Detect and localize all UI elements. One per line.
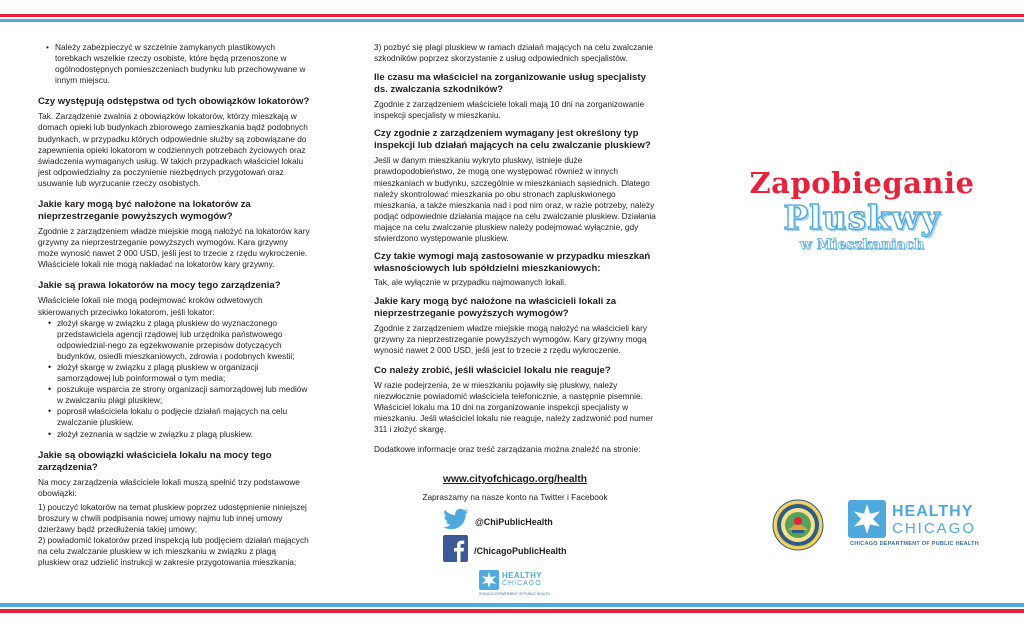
top-blue-stripe — [0, 19, 1024, 22]
question-exemptions: Czy występują odstępstwa od tych obowiązków lokatorów? — [38, 96, 310, 108]
city-of-chicago-seal-icon — [772, 499, 824, 556]
answer-landlord-duties: Na mocy zarządzenia właściciele lokali muszą spełnić trzy podstawowe obowiązki: — [38, 476, 300, 498]
list-item: • poszukuje wsparcia ze strony organizacji samorządowej lub mediów w zwalczaniu plagi pluskiew; — [48, 384, 310, 406]
intro-bullet: • Należy zabezpieczyć w szczelnie zamykanych plastikowych torebkach wszelkie rzeczy osobiste, które będą przenoszone w ogólnodostępnych pomieszczeniach budynku lub przechowywane w innym miejscu. — [38, 42, 310, 86]
answer-exemptions: Tak. Zarządzenie zwalnia z obowiązków lokatorów, którzy mieszkają w domach opieki lub budynkach zbiorowego zamieszkania bądź podobnych budynkach, w przypadku których odpowiednie służby są zobowiązane do zapewnienia opieki lokatorom w codziennych potrzebach życiowych oraz świadczenia wymaganych usług. W takich przypadkach właściciel lokalu jest odpowiedzialny za poczynienie niezbędnych przygotowań oraz usuwanie lub wyrzucanie rzeczy osobistych. — [38, 111, 308, 188]
logo-name-1: HEALTHY — [892, 503, 974, 520]
bottom-blue-stripe — [0, 603, 1024, 607]
answer-time-limit: Zgodnie z zarządzeniem właściciele lokali mają 10 dni na zorganizowanie inspekcji specjalisty w mieszkaniu. — [374, 99, 645, 121]
question-landlord-duties: Jakie są obowiązki właściciela lokalu na mocy tego zarządzenia? — [38, 449, 272, 473]
facebook-handle: /ChicagoPublicHealth — [474, 546, 567, 556]
title-line-2: Pluskwy — [783, 198, 941, 237]
bottom-red-stripe — [0, 609, 1024, 613]
facebook-f-icon — [443, 535, 468, 567]
duty-3: 3) pozbyć się plagi pluskiew w ramach działań mających na celu zwalczanie szkodników poprzez skorzystanie z usług odpowiednich specjalistów. — [374, 42, 653, 64]
list-item: • złożył zeznania w sądzie w związku z plagą pluskiew. — [48, 429, 310, 440]
twitter-handle: @ChiPublicHealth — [475, 516, 553, 527]
list-item: • złożył skargę w związku z plagą pluskiew do wyznaczonego przedstawiciela agencji rządowej lub urzędnika państwowego odpowiedzial-nego za egzekwowanie przepisów dotyczących budynków, osiedli mieszkaniowych, zdrowia i podobnych kwestii; — [48, 318, 310, 362]
follow-us-text: Zapraszamy na nasze konto na Twitter i Facebook — [422, 492, 608, 502]
logo-name-2: CHICAGO — [892, 520, 977, 537]
answer-unresponsive-landlord: W razie podejrzenia, że w mieszkaniu pojawiły się pluskwy, należy niezwłocznie powiadomić właściciela telefonicznie, a następnie pisemnie. Właściciel lokalu ma 10 dni na zorganizowanie inspekcji specjalisty w mieszkaniu. Jeśli właściciel lokalu nie reaguje, należy zadzwonić pod numer 311 i złożyć skargę. — [374, 379, 654, 434]
list-item: • poprosił właściciela lokalu o podjęcie działań mających na celu zwalczanie pluskiew. — [48, 406, 310, 428]
health-website-link[interactable]: www.cityofchicago.org/health — [443, 474, 587, 485]
facebook-row[interactable] — [443, 535, 567, 567]
top-red-stripe — [0, 14, 1024, 17]
question-unresponsive-landlord: Co należy zrobić, jeśli właściciel lokalu nie reaguje? — [374, 364, 611, 376]
title-line-3: w Mieszkaniach — [799, 237, 925, 253]
list-item: • złożył skargę w związku z plagą pluskiew w organizacji samorządowej lub poinformował o tym media; — [48, 362, 310, 384]
question-tenant-rights: Jakie są prawa lokatorów na mocy tego zarządzenia? — [38, 280, 281, 292]
answer-landlord-penalties: Zgodnie z zarządzeniem władze miejskie mogą nałożyć na właścicieli kary grzywny za nieprzestrzeganie powyższych wymogów. Kary grzywny mogą wynosić nawet 2 000 USD, jeśli jest to trzecie z rzędu wykroczenie. — [374, 323, 647, 356]
duty-1: 1) pouczyć lokatorów na temat pluskiew poprzez udostępnienie niniejszej broszury w chwili podpisania nowej umowy najmu lub innej umowy dzierżawy bądź przedłużenia takiej umowy; — [38, 501, 307, 534]
answer-condos: Tak, ale wyłącznie w przypadku najmowanych lokali. — [374, 277, 567, 288]
duty-2: 2) powiadomić lokatorów przed inspekcją lub podjęciem działań mających na celu zwalczanie pluskiew w ich mieszkaniu w związku z plagą pluskiew oraz udzielić instrukcji w zakresie przygotowania mieszkania; — [38, 535, 309, 568]
answer-inspection-type: Jeśli w danym mieszkaniu wykryto pluskwy, istnieje duże prawdopodobieństwo, że mogą one występować również w innych mieszkaniach w budynku, szczególnie w mieszkaniach sąsiednich. Dlatego należy skontrolować mieszkania po obu stronach zapluskwionego mieszkania, a także mieszkania nad i pod nim oraz, w razie potrzeby, należy podjąć odpowiednie działania mające na celu zwalczanie pluskiew. Działania mające na celu zwalczanie pluskiew należy podejmować wyłącznie, gdy stwierdzono występowanie pluskiew. — [374, 155, 656, 244]
answer-tenant-rights: Właściciele lokali nie mogą podejmować kroków odwetowych skierowanych przeciwko lokatorom, jeśli lokator: — [38, 295, 263, 317]
left-column — [38, 42, 310, 568]
twitter-row[interactable] — [443, 508, 553, 535]
logo-dept: CHICAGO DEPARTMENT OF PUBLIC HEALTH — [850, 541, 979, 547]
logo-name-2: CHICAGO — [502, 580, 542, 587]
twitter-bird-icon — [443, 508, 469, 535]
question-tenant-penalties: Jakie kary mogą być nałożone na lokatorów za nieprzestrzeganie powyższych wymogów? — [38, 199, 251, 223]
brochure-title — [742, 166, 982, 254]
question-inspection-type: Czy zgodnie z zarządzeniem wymagany jest określony typ inspekcji lub działań mających na celu zwalczanie pluskiew? — [374, 128, 651, 152]
question-landlord-penalties: Jakie kary mogą być nałożone na właścicieli lokali za nieprzestrzeganie powyższych wymogów? — [374, 296, 617, 320]
logo-dept: CHICAGO DEPARTMENT OF PUBLIC HEALTH — [479, 592, 550, 596]
logo-name-1: HEALTHY — [502, 571, 542, 580]
question-time-limit: Ile czasu ma właściciel na zorganizowanie usług specjalisty ds. zwalczania szkodników? — [374, 72, 646, 96]
tenant-rights-list — [38, 318, 310, 440]
more-info-text: Dodatkowe informacje oraz treść zarządzania można znaleźć na stronie: — [374, 443, 641, 454]
title-line-1: Zapobieganie — [749, 166, 975, 200]
middle-column — [374, 42, 656, 455]
answer-tenant-penalties: Zgodnie z zarządzeniem władze miejskie mogą nałożyć na lokatorów kary grzywny za nieprzestrzeganie powyższych wymogów. Kara grzywny może wynosić nawet 2 000 USD, jeśli jest to trzecie z rzędu wykroczenie. Właściciele lokali nie mogą nakładać na lokatorów kary grzywny. — [38, 226, 310, 270]
question-condos: Czy takie wymogi mają zastosowanie w przypadku mieszkań własnościowych lub spółdzielni mieszkaniowych: — [374, 251, 651, 275]
